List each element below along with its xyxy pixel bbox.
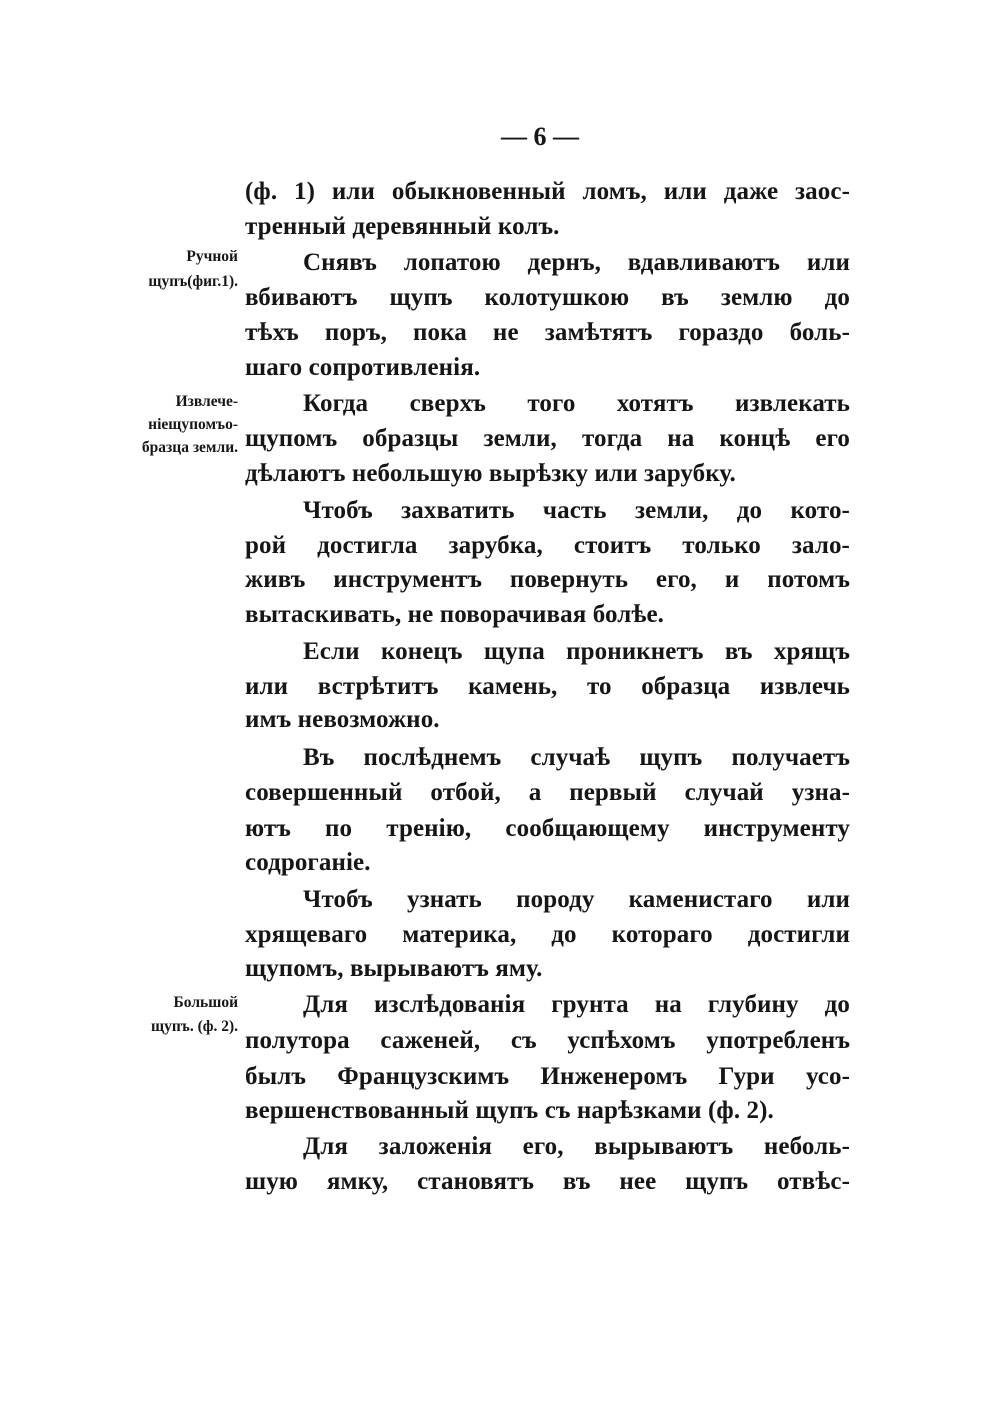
body-line: вершенствованный щупъ съ нарѣзками (ф. 2). xyxy=(245,1097,774,1124)
body-line: имъ невозможно. xyxy=(245,706,440,733)
body-line: Когда сверхъ того хотятъ извлекать xyxy=(303,390,850,417)
body-line: содроганіе. xyxy=(245,849,371,876)
body-line: живъ инструментъ повернуть его, и потомъ xyxy=(245,566,850,593)
body-line: Чтобъ захватить часть земли, до кото- xyxy=(303,497,850,524)
body-line: рой достигла зарубка, стоитъ только зало- xyxy=(245,532,850,559)
margin-note-sample-extraction-line-2: ніещупомъо- xyxy=(148,416,238,433)
body-line: совершенный отбой, а первый случай узна- xyxy=(245,779,850,806)
body-line: Если конецъ щупа проникнетъ въ хрящъ xyxy=(303,638,850,665)
body-line: или встрѣтитъ камень, то образца извлечь xyxy=(245,673,850,700)
body-line: полутора саженей, съ успѣхомъ употребленъ xyxy=(245,1027,850,1054)
body-line: (ф. 1) или обыкновенный ломъ, или даже заос- xyxy=(245,178,850,205)
margin-note-sample-extraction-line-1: Извлече- xyxy=(175,393,238,410)
body-line: щупомъ, вырываютъ яму. xyxy=(245,955,543,982)
body-line: дѣлаютъ небольшую вырѣзку или зарубку. xyxy=(245,460,736,487)
margin-note-large-probe-line-1: Большой xyxy=(173,994,238,1011)
margin-note-hand-probe-line-2: щупъ(фиг.1). xyxy=(148,273,238,290)
body-line: щупомъ образцы земли, тогда на концѣ его xyxy=(245,425,850,452)
body-line: тѣхъ поръ, пока не замѣтятъ гораздо боль- xyxy=(245,319,850,346)
body-line: ютъ по тренію, сообщающему инструменту xyxy=(245,815,850,842)
body-line: Снявъ лопатою дернъ, вдавливаютъ или xyxy=(303,249,850,276)
body-line: тренный деревянный колъ. xyxy=(245,213,560,240)
body-line: шую ямку, становятъ въ нее щупъ отвѣс- xyxy=(245,1168,850,1195)
body-line: былъ Французскимъ Инженеромъ Гури усо- xyxy=(245,1063,850,1090)
body-line: Чтобъ узнать породу каменистаго или xyxy=(303,886,850,913)
body-line: хрящеваго материка, до котораго достигли xyxy=(245,921,850,948)
body-line: Въ послѣднемъ случаѣ щупъ получаетъ xyxy=(303,744,850,771)
body-line: Для изслѣдованія грунта на глубину до xyxy=(303,991,850,1018)
margin-note-sample-extraction-line-3: бразца земли. xyxy=(141,439,238,456)
body-line: вытаскивать, не поворачивая болѣе. xyxy=(245,601,665,628)
body-line: вбиваютъ щупъ колотушкою въ землю до xyxy=(245,284,850,311)
page-number: — 6 — xyxy=(501,122,579,151)
body-line: шаго сопротивленія. xyxy=(245,354,481,381)
body-line: Для заложенія его, вырываютъ неболь- xyxy=(303,1133,850,1160)
margin-note-hand-probe-line-1: Ручной xyxy=(186,248,238,265)
margin-note-large-probe-line-2: щупъ. (ф. 2). xyxy=(151,1018,238,1035)
